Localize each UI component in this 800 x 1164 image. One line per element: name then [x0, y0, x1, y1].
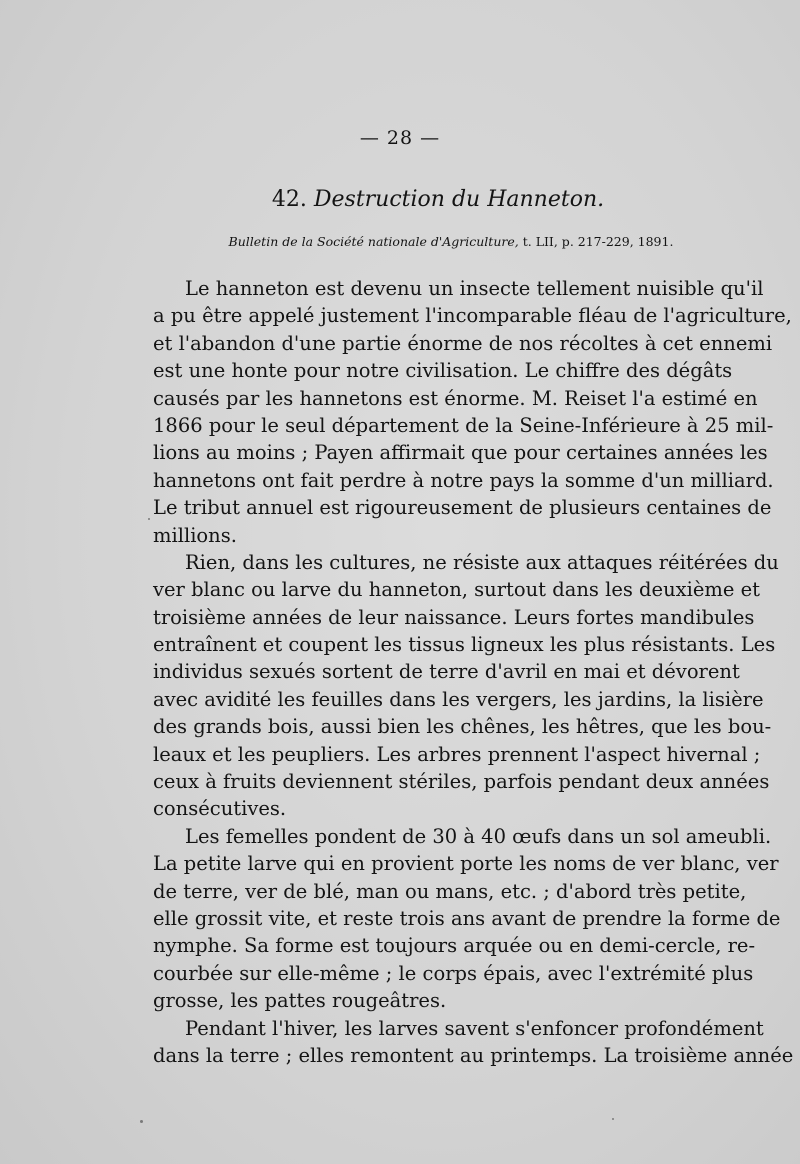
text-line: troisième années de leur naissance. Leurs fortes mandibules	[153, 605, 755, 629]
paragraph	[153, 1015, 794, 1070]
section-heading	[0, 187, 800, 212]
text-line: grosse, les pattes rougeâtres.	[153, 989, 447, 1013]
text-line: Les femelles pondent de 30 à 40 œufs dans un sol ameubli.	[185, 824, 772, 848]
text-line: des grands bois, aussi bien les chênes, les hêtres, que les bou-	[153, 715, 772, 739]
text-line: leaux et les peupliers. Les arbres prennent l'aspect hivernal ;	[153, 742, 761, 766]
text-line: La petite larve qui en provient porte les noms de ver blanc, ver	[153, 852, 779, 876]
text-line: Pendant l'hiver, les larves savent s'enfoncer profondément	[185, 1016, 764, 1040]
paper-speck	[140, 1120, 143, 1123]
text-line: causés par les hannetons est énorme. M. Reiset l'a estimé en	[153, 386, 758, 410]
citation-details: t. LII, p. 217-229, 1891.	[522, 234, 674, 249]
citation-source: Bulletin de la Société nationale d'Agriculture,	[228, 234, 519, 249]
text-line: lions au moins ; Payen affirmait que pour certaines années les	[153, 441, 768, 465]
page-number: — 28 —	[359, 127, 441, 149]
text-line: courbée sur elle-même ; le corps épais, avec l'extrémité plus	[153, 961, 754, 985]
paragraph	[153, 549, 779, 823]
text-line: et l'abandon d'une partie énorme de nos récoltes à cet ennemi	[153, 331, 773, 355]
bibliographic-citation	[0, 234, 800, 249]
text-line: de terre, ver de blé, man ou mans, etc. ; d'abord très petite,	[153, 879, 747, 903]
text-line: Le tribut annuel est rigoureusement de plusieurs centaines de	[153, 496, 772, 520]
text-line: 1866 pour le seul département de la Seine-Inférieure à 25 mil-	[153, 413, 774, 437]
paragraph	[153, 275, 792, 549]
text-line: est une honte pour notre civilisation. Le chiffre des dégâts	[153, 359, 733, 383]
section-number: 42.	[271, 187, 307, 212]
text-line: dans la terre ; elles remontent au printemps. La troisième année	[153, 1043, 794, 1067]
section-title: Destruction du Hanneton.	[313, 187, 605, 212]
text-line: hannetons ont fait perdre à notre pays la somme d'un milliard.	[153, 468, 774, 492]
text-line: consécutives.	[153, 797, 287, 821]
paragraph	[153, 823, 781, 1015]
text-line: elle grossit vite, et reste trois ans avant de prendre la forme de	[153, 906, 781, 930]
text-line: millions.	[153, 523, 237, 547]
text-line: entraînent et coupent les tissus ligneux les plus résistants. Les	[153, 633, 776, 657]
text-line: nymphe. Sa forme est toujours arquée ou en demi-cercle, re-	[153, 934, 756, 958]
text-line: Rien, dans les cultures, ne résiste aux attaques réitérées du	[185, 550, 779, 574]
text-line: avec avidité les feuilles dans les vergers, les jardins, la lisière	[153, 687, 764, 711]
text-line: ceux à fruits deviennent stériles, parfois pendant deux années	[153, 770, 770, 794]
text-line: Le hanneton est devenu un insecte tellement nuisible qu'il	[185, 277, 764, 300]
text-line: individus sexués sortent de terre d'avril en mai et dévorent	[153, 660, 740, 684]
body-text	[153, 275, 794, 1069]
text-line: ver blanc ou larve du hanneton, surtout dans les deuxième et	[153, 578, 761, 602]
paper-speck	[612, 1118, 614, 1120]
text-line: a pu être appelé justement l'incomparable fléau de l'agriculture,	[153, 304, 792, 328]
paper-speck	[148, 518, 150, 520]
